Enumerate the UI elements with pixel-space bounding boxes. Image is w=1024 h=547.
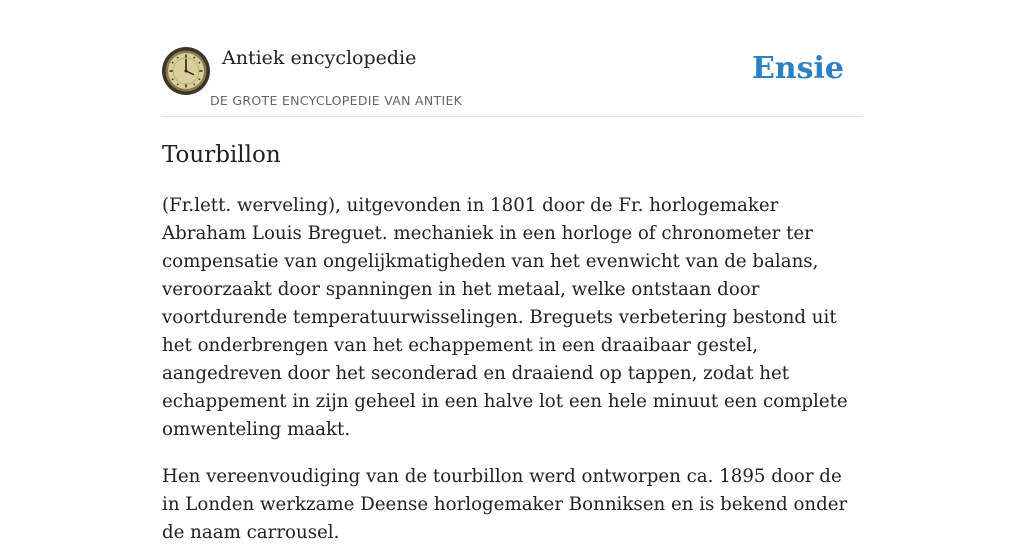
article-paragraph: Hen vereenvoudiging van de tourbillon werd ontworpen ca. 1895 door de in Londen werkzame Deense horlogemaker Bonniksen en is bekend onder de naam carrousel.	[162, 466, 848, 543]
site-header	[162, 0, 862, 117]
site-name[interactable]: Antiek encyclopedie	[222, 47, 417, 69]
site-tagline: DE GROTE ENCYCLOPEDIE VAN ANTIEK	[210, 93, 463, 108]
antique-clock-icon[interactable]	[162, 47, 210, 95]
brand-logo-link[interactable]: Ensie	[751, 51, 844, 86]
article-paragraph: (Fr.lett. werveling), uitgevonden in 1801 door de Fr. horlogemaker Abraham Louis Breguet. mechaniek in een horloge of chronometer ter compensatie van ongelijkmatigheden van het evenwicht van de balans, veroorzaakt door spanningen in het metaal, welke ontstaan door voortdurende temperatuurwisselingen. Breguets verbetering bestond uit het onderbrengen van het echappement in een draaibaar gestel, aangedreven door het seconderad en draaiend op tappen, zodat het echappement in zijn geheel in een halve lot een hele minuut een complete omwenteling maakt.	[162, 195, 848, 440]
article	[162, 140, 864, 547]
article-title: Tourbillon	[162, 142, 281, 168]
